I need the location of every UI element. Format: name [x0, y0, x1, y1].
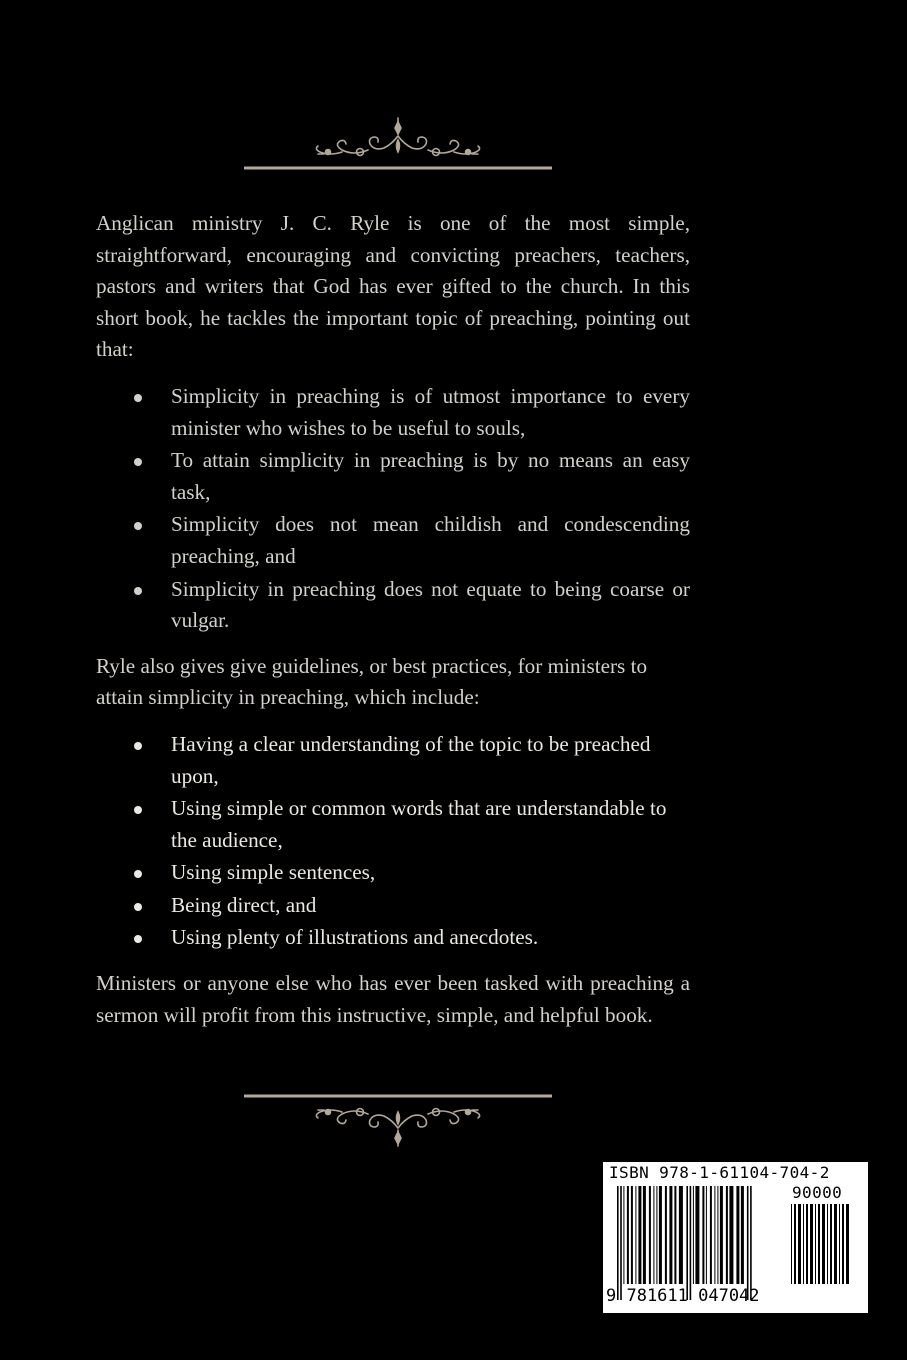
bullet-icon: [134, 587, 142, 595]
ornament-bottom: [244, 1090, 552, 1150]
closing-paragraph: Ministers or anyone else who has ever been tasked with preaching a sermon will profit from this instructive, simple, and helpful book.: [96, 971, 690, 1027]
bullet-icon: [134, 903, 142, 911]
list-item: To attain simplicity in preaching is by no means an easy task,: [96, 445, 690, 508]
bullet-icon: [134, 394, 142, 402]
book-description: [96, 208, 690, 1046]
list-item: Being direct, and: [96, 890, 690, 922]
bullet-icon: [134, 870, 142, 878]
guidelines-intro-paragraph: Ryle also gives give guidelines, or best practices, for ministers to attain simplicity in preaching, which include:: [96, 653, 648, 710]
bullet-icon: [134, 522, 142, 530]
list-item: Using plenty of illustrations and anecdotes.: [96, 922, 690, 954]
list-item: Using simple or common words that are understandable to the audience,: [96, 793, 690, 856]
flourish-icon: [244, 1090, 552, 1150]
guidelines-list: [96, 729, 690, 954]
list-item: Using simple sentences,: [96, 857, 690, 889]
barcode-digits: 9 781611 047042: [606, 1286, 760, 1306]
list-item: Simplicity does not mean childish and condescending preaching, and: [96, 509, 690, 572]
flourish-icon: [244, 116, 552, 176]
bullet-icon: [134, 458, 142, 466]
price-code: 90000: [792, 1183, 843, 1202]
bullet-icon: [134, 806, 142, 814]
ornament-top: [244, 116, 552, 176]
bullet-icon: [134, 742, 142, 750]
list-item: Simplicity in preaching is of utmost importance to every minister who wishes to be useful to souls,: [96, 381, 690, 444]
points-list: [96, 381, 690, 637]
list-item: Simplicity in preaching does not equate to being coarse or vulgar.: [96, 574, 690, 637]
intro-paragraph: Anglican ministry J. C. Ryle is one of the most simple, straightforward, encouraging and convicting preachers, teachers, pastors and writers that God has ever gifted to the church. In this short book, he tackles the important topic of preaching, pointing out that:: [96, 211, 690, 362]
bullet-icon: [134, 935, 142, 943]
list-item: Having a clear understanding of the topic to be preached upon,: [96, 729, 690, 792]
isbn-barcode: [603, 1162, 868, 1313]
isbn-label: ISBN 978-1-61104-704-2: [609, 1163, 830, 1182]
